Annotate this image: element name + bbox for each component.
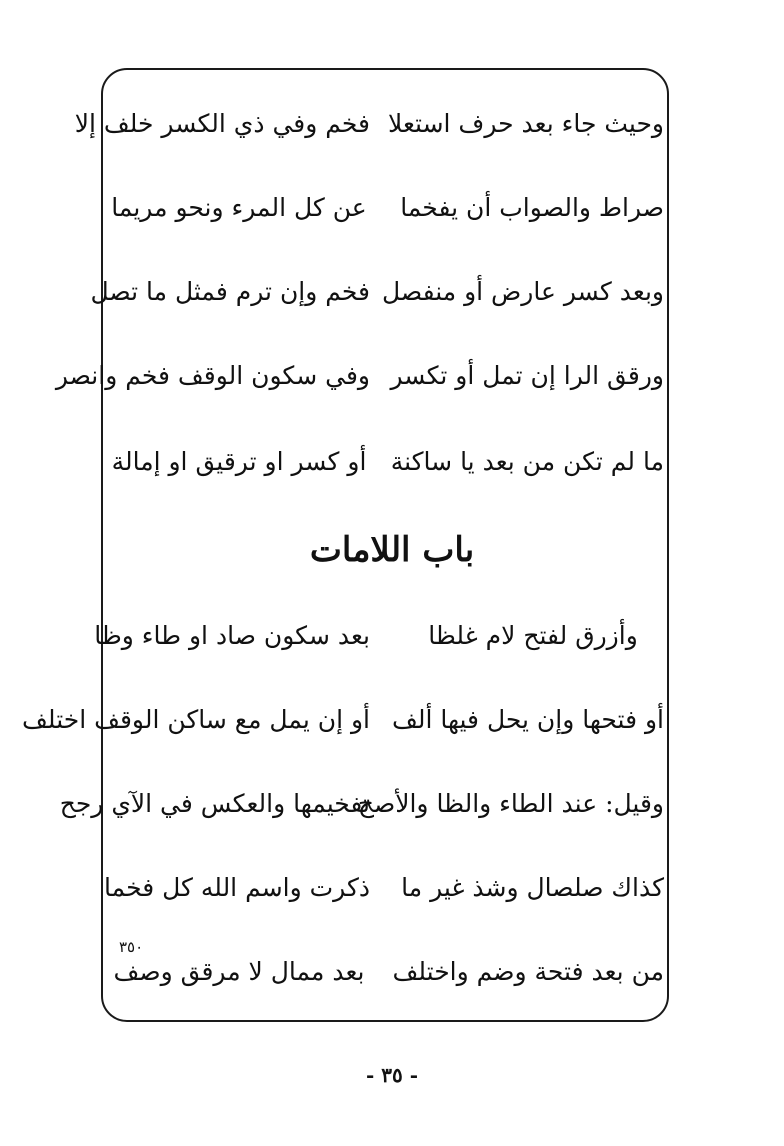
first-hemistich: كذاك صلصال وشذ غير ما bbox=[401, 873, 664, 903]
verse-count: ٣٥٠ bbox=[119, 938, 144, 956]
verse-line bbox=[59, 774, 664, 834]
second-hemistich: تفخيمها والعكس في الآي رجح bbox=[59, 789, 370, 819]
verse-line bbox=[108, 942, 664, 1002]
first-hemistich: ورقق الرا إن تمل أو تكسر bbox=[390, 361, 664, 391]
verse-line bbox=[90, 262, 664, 322]
first-hemistich: وقيل: عند الطاء والظا والأصح bbox=[357, 789, 664, 819]
verse-line bbox=[55, 346, 664, 406]
second-hemistich: أو كسر او ترقيق او إمالة bbox=[111, 447, 367, 477]
second-hemistich: وفي سكون الوقف فخم وانصر bbox=[55, 361, 370, 391]
page-number: - ٣٥ - bbox=[365, 1063, 418, 1087]
verse-line bbox=[74, 94, 664, 154]
verse-line bbox=[94, 606, 664, 666]
verse-line bbox=[104, 858, 664, 918]
second-hemistich: أو إن يمل مع ساكن الوقف اختلف bbox=[22, 705, 370, 735]
verse-line bbox=[108, 178, 664, 238]
second-hemistich: بعد سكون صاد او طاء وظا bbox=[94, 621, 370, 651]
chapter-title: باب اللامات bbox=[309, 530, 475, 570]
second-hemistich: فخم وإن ترم فمثل ما تصل bbox=[90, 277, 370, 307]
verse-line bbox=[22, 690, 664, 750]
first-hemistich: ما لم تكن من بعد يا ساكنة bbox=[390, 447, 664, 477]
second-hemistich: ذكرت واسم الله كل فخما bbox=[104, 873, 370, 903]
first-hemistich: وحيث جاء بعد حرف استعلا bbox=[388, 109, 664, 139]
second-hemistich: عن كل المرء ونحو مريما bbox=[111, 193, 367, 223]
first-hemistich: أو فتحها وإن يحل فيها ألف bbox=[391, 705, 664, 735]
first-hemistich: من بعد فتحة وضم واختلف bbox=[392, 957, 664, 987]
verse-line bbox=[108, 432, 664, 492]
first-hemistich: وبعد كسر عارض أو منفصل bbox=[381, 277, 664, 307]
second-hemistich: بعد ممال لا مرقق وصف bbox=[113, 957, 365, 987]
first-hemistich: وأزرق لفتح لام غلظا bbox=[428, 621, 638, 651]
second-hemistich: فخم وفي ذي الكسر خلف إلا bbox=[74, 109, 370, 139]
first-hemistich: صراط والصواب أن يفخما bbox=[400, 193, 664, 223]
